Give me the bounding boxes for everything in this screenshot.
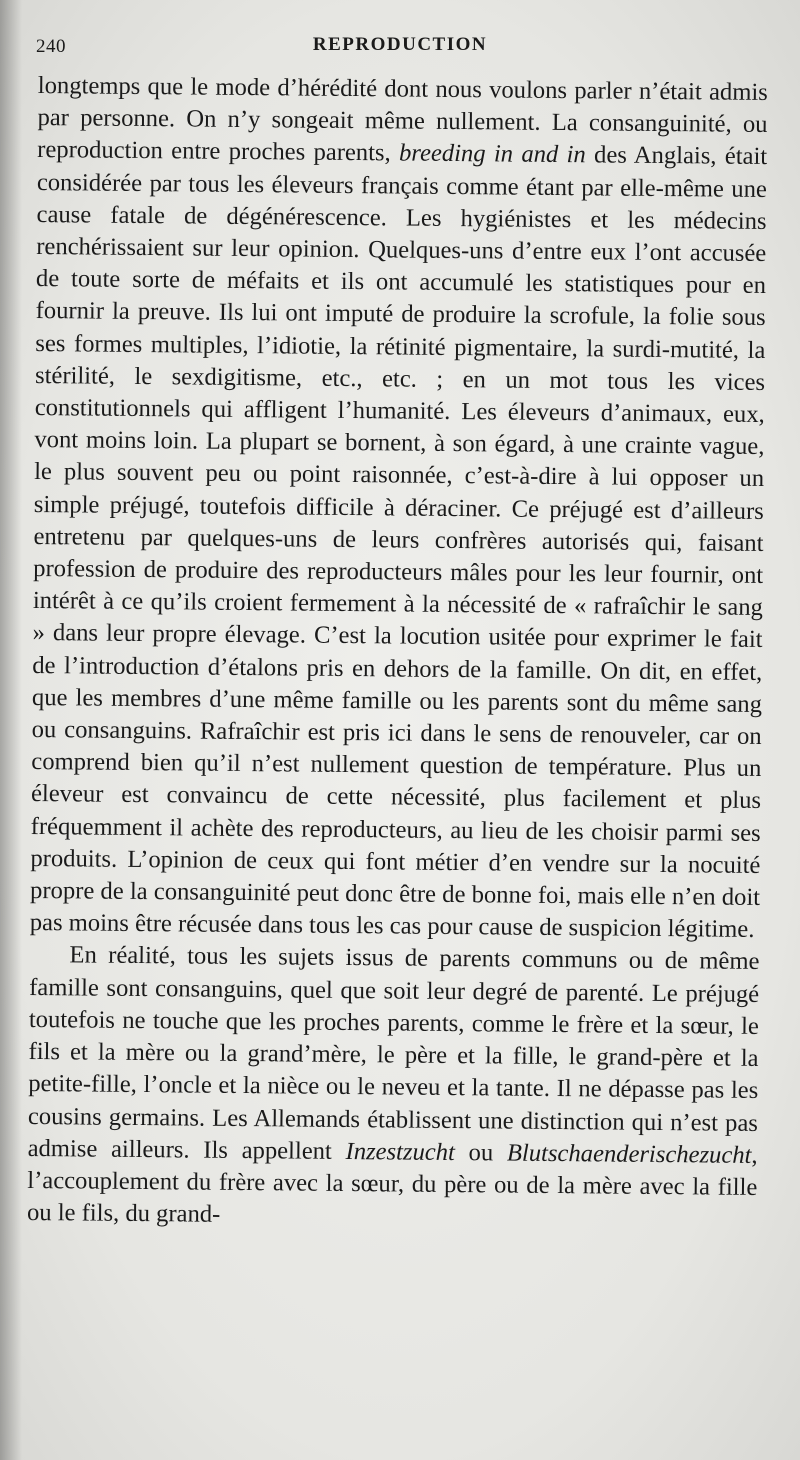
running-title: REPRODUCTION (312, 34, 488, 55)
paragraph-2-text-c: , l’accouplement du frère avec la sœur, du père ou de la mère avec la fille ou le fils, du grand- (26, 1141, 758, 1228)
paragraph-2-italic-term-2: Blutschaenderischezucht (506, 1139, 752, 1169)
paragraph-2-italic-term-1: Inzestzucht (345, 1137, 455, 1166)
page-header (36, 30, 764, 60)
paragraph-2-text-b: ou (454, 1138, 508, 1167)
paragraph-1-italic-term: breeding in and in (398, 139, 586, 169)
body-text (27, 70, 768, 1236)
paragraph-1 (30, 70, 768, 946)
paragraph-2-text-a: En réalité, tous les sujets issus de parents communs ou de même famille sont consanguins, quel que soit leur degré de parenté. Le préjugé toutefois ne touche que les proches parents, comme le frère et la sœur, le fils et la mère ou la grand’mère, le père et la fille, le grand-père et la petite-fille, l’oncle et la nièce ou le neveu et la tante. Il ne dépasse pas les cousins germains. Les Allemands établissent une distinction qui n’est pas admise ailleurs. Ils appellent (27, 941, 760, 1165)
paragraph-2 (27, 939, 760, 1236)
paragraph-1-text-b: des Anglais, était considérée par tous les éleveurs français comme étant par elle-même une cause fatale de dégénérescence. Les hygiénistes et les médecins renchérissaient sur leur opinion. Quelques-uns d’entre eux l’ont accusée de toute sorte de méfaits et ils ont accumulé les statistiques pour en fournir la preuve. Ils lui ont imputé de produire la scrofule, la folie sous ses formes multiples, l’idiotie, la rétinité pigmentaire, la surdi-mutité, la stérilité, le sexdigitisme, etc., etc. ; en un mot tous les vices constitutionnels qui affligent l’humanité. Les éleveurs d’animaux, eux, vont moins loin. La plupart se bornent, à son égard, à une crainte vague, le plus souvent peu ou point raisonnée, c’est-à-dire à lui opposer un simple préjugé, toutefois difficile à déraciner. Ce préjugé est d’ailleurs entretenu par quelques-uns de leurs confrères autorisés qui, faisant profession de produire des reproducteurs mâles pour les leur fournir, ont intérêt à ce qu’ils croient fermement à la nécessité de « rafraîchir le sang » dans leur propre élevage. C’est la locution usitée pour exprimer le fait de l’introduction d’étalons pris en dehors de la famille. On dit, en effet, que les membres d’une même famille ou les parents sont du même sang ou consanguins. Rafraîchir est pris ici dans le sens de renouveler, car on comprend bien qu’il n’est nullement question de température. Plus un éleveur est convaincu de cette nécessité, plus facilement et plus fréquemment il achète des reproducteurs, au lieu de les choisir parmi ses produits. L’opinion de ceux qui font métier d’en vendre sur la nocuité propre de la consanguinité peut donc être de bonne foi, mais elle n’en doit pas moins être récusée dans tous les cas pour cause de suspicion légitime. (29, 141, 768, 944)
page-edge-shadow (0, 0, 22, 1460)
page-number: 240 (36, 36, 66, 57)
paragraph-1-text-a: longtemps que le mode d’hérédité dont nous voulons parler n’était admis par personne. On n’y songeait même nullement. La consanguinité, ou reproduction entre proches parents, (37, 71, 768, 167)
